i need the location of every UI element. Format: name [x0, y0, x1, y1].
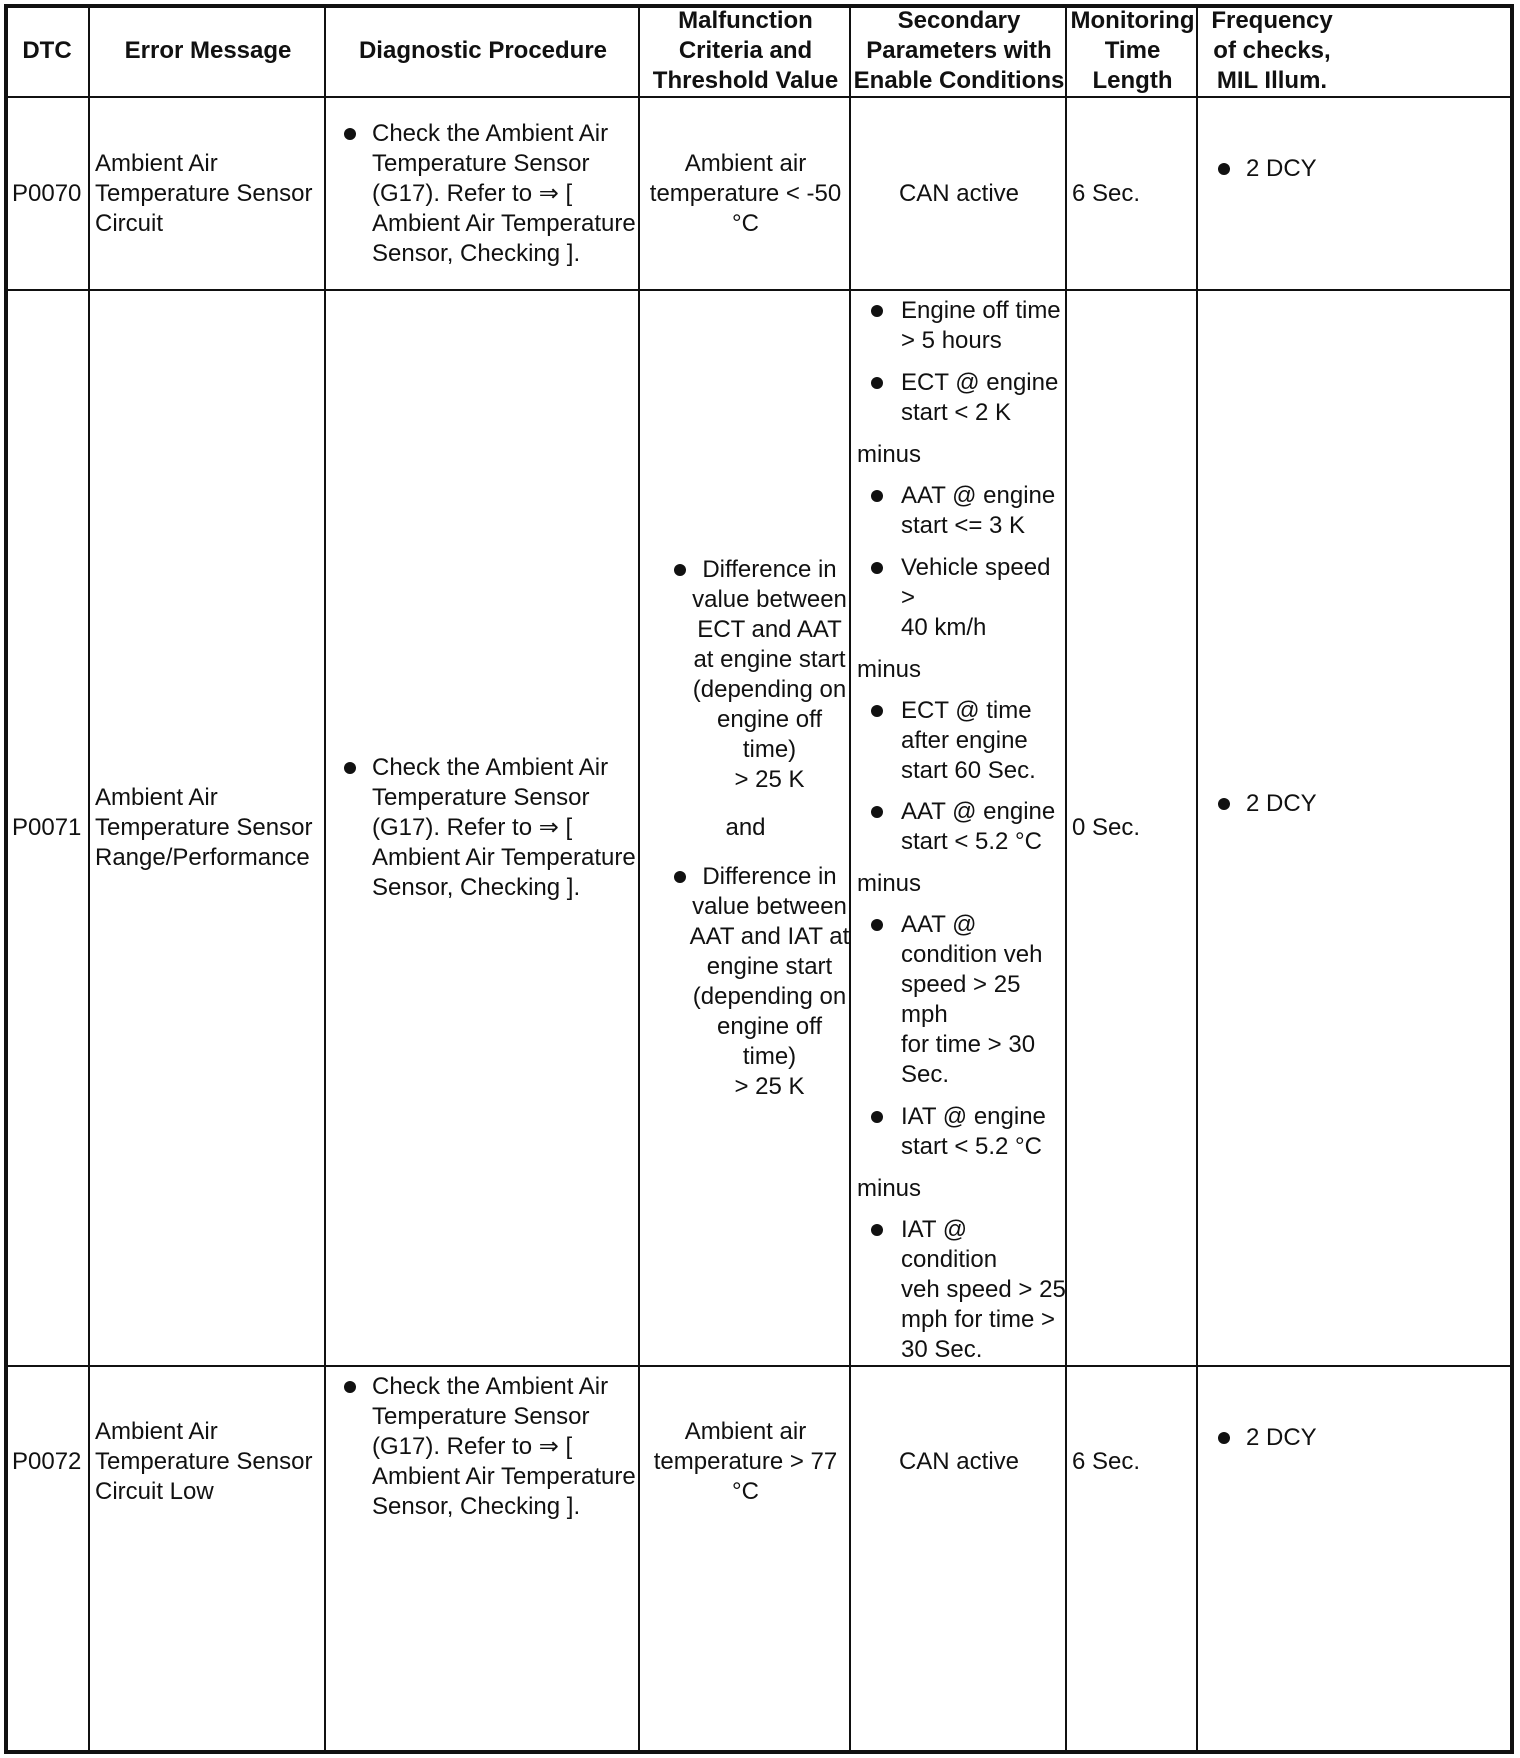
- row-p0071-frequency: [1218, 291, 1346, 1365]
- bullet-icon: [871, 1111, 883, 1123]
- row-p0071-criteria: Difference in value between ECT and AAT at engine start (depending on engine off time) > 25 K and Difference in value between AAT and IAT at engine start (depending on engine off time) > 25 K: [640, 291, 851, 1365]
- list-item: Difference in value between AAT and IAT at engine start (depending on engine off time) > 25 K: [674, 862, 851, 1102]
- bullet-icon: [871, 305, 883, 317]
- row-p0072-error-message: Ambient Air Temperature Sensor Circuit Low: [95, 1418, 313, 1505]
- bullet-icon: [674, 564, 686, 576]
- list-item: 2 DCY: [1218, 789, 1346, 819]
- list-item: 2 DCY: [1218, 154, 1346, 184]
- list-item: ECT @ time after engine start 60 Sec.: [857, 696, 1067, 786]
- list-item: 2 DCY: [1218, 1423, 1346, 1453]
- list-item: ECT @ engine start < 2 K: [857, 368, 1067, 428]
- bullet-icon: [871, 562, 883, 574]
- row-p0072-frequency: [1218, 1367, 1346, 1557]
- header-dtc: DTC: [22, 37, 72, 64]
- bullet-icon: [1218, 163, 1230, 175]
- row-p0070-monitoring: 6 Sec.: [1072, 179, 1141, 207]
- bullet-icon: [871, 919, 883, 931]
- list-item: AAT @ engine start <= 3 K: [857, 481, 1067, 541]
- header-monitoring-time: Monitoring Time Length: [1070, 7, 1195, 94]
- header-error-message: Error Message: [124, 37, 292, 64]
- row-p0071-error-message: Ambient Air Temperature Sensor Range/Performance: [95, 784, 313, 871]
- bullet-icon: [871, 490, 883, 502]
- row-p0071-secondary: Engine off time > 5 hours ECT @ engine start < 2 K minus AAT @ engine start <= 3 K Vehicle speed > 40 km/h minus ECT @ time after engine start 60 Sec. AAT @ engine start < 5.2 °C minus AAT @ condition veh speed > 25 mph for time > 30 Sec. IAT @ engine start < 5.2 °C minus IAT @ condition veh speed > 25 mph for time > 30 Sec.: [857, 297, 1066, 1364]
- row-p0070-criteria: Ambient air temperature < -50 °C: [649, 149, 842, 237]
- bullet-icon: [344, 128, 356, 140]
- row-p0072-procedure: [344, 1367, 640, 1557]
- row-p0071-monitoring: 0 Sec.: [1072, 814, 1141, 841]
- row-p0070-secondary: CAN active: [898, 179, 1020, 207]
- bullet-icon: [871, 705, 883, 717]
- list-item: Difference in value between ECT and AAT at engine start (depending on engine off time) > 25 K: [674, 555, 851, 795]
- list-item: Check the Ambient Air Temperature Sensor (G17). Refer to ⇒ [ Ambient Air Temperature Sensor, Checking ].: [344, 119, 640, 269]
- list-item: IAT @ engine start < 5.2 °C: [857, 1102, 1067, 1162]
- bullet-icon: [674, 871, 686, 883]
- row-p0072-monitoring: 6 Sec.: [1072, 1448, 1141, 1475]
- row-p0070-error-message: Ambient Air Temperature Sensor Circuit: [95, 149, 313, 237]
- header-malfunction-criteria: Malfunction Criteria and Threshold Value: [652, 7, 839, 94]
- header-diagnostic-procedure: Diagnostic Procedure: [358, 37, 608, 64]
- bullet-icon: [871, 806, 883, 818]
- list-item: Vehicle speed > 40 km/h: [857, 553, 1067, 643]
- list-item: AAT @ condition veh speed > 25 mph for time > 30 Sec.: [857, 910, 1067, 1090]
- dtc-table: [4, 4, 1514, 1754]
- bullet-icon: [344, 1381, 356, 1393]
- list-item: Check the Ambient Air Temperature Sensor (G17). Refer to ⇒ [ Ambient Air Temperature Sensor, Checking ].: [344, 753, 640, 903]
- row-p0072-dtc: P0072: [12, 1448, 82, 1475]
- bullet-icon: [871, 1224, 883, 1236]
- row-p0072-secondary: CAN active: [898, 1448, 1020, 1475]
- header-secondary-parameters: Secondary Parameters with Enable Conditions: [853, 7, 1065, 94]
- row-p0070-procedure: [344, 98, 640, 289]
- row-p0070-dtc: P0070: [12, 179, 82, 207]
- row-p0072-criteria: Ambient air temperature > 77 °C: [653, 1418, 838, 1505]
- header-frequency: Frequency of checks, MIL Illum.: [1211, 7, 1333, 94]
- bullet-icon: [1218, 798, 1230, 810]
- bullet-icon: [344, 762, 356, 774]
- row-p0071-dtc: P0071: [12, 814, 82, 841]
- bullet-icon: [871, 377, 883, 389]
- list-item: IAT @ condition veh speed > 25 mph for time > 30 Sec.: [857, 1215, 1067, 1365]
- row-p0071-procedure: [344, 291, 640, 1365]
- list-item: Engine off time > 5 hours: [857, 296, 1067, 356]
- list-item: Check the Ambient Air Temperature Sensor (G17). Refer to ⇒ [ Ambient Air Temperature Sensor, Checking ].: [344, 1372, 640, 1522]
- bullet-icon: [1218, 1432, 1230, 1444]
- list-item: AAT @ engine start < 5.2 °C: [857, 797, 1067, 857]
- row-p0070-frequency: [1218, 98, 1346, 289]
